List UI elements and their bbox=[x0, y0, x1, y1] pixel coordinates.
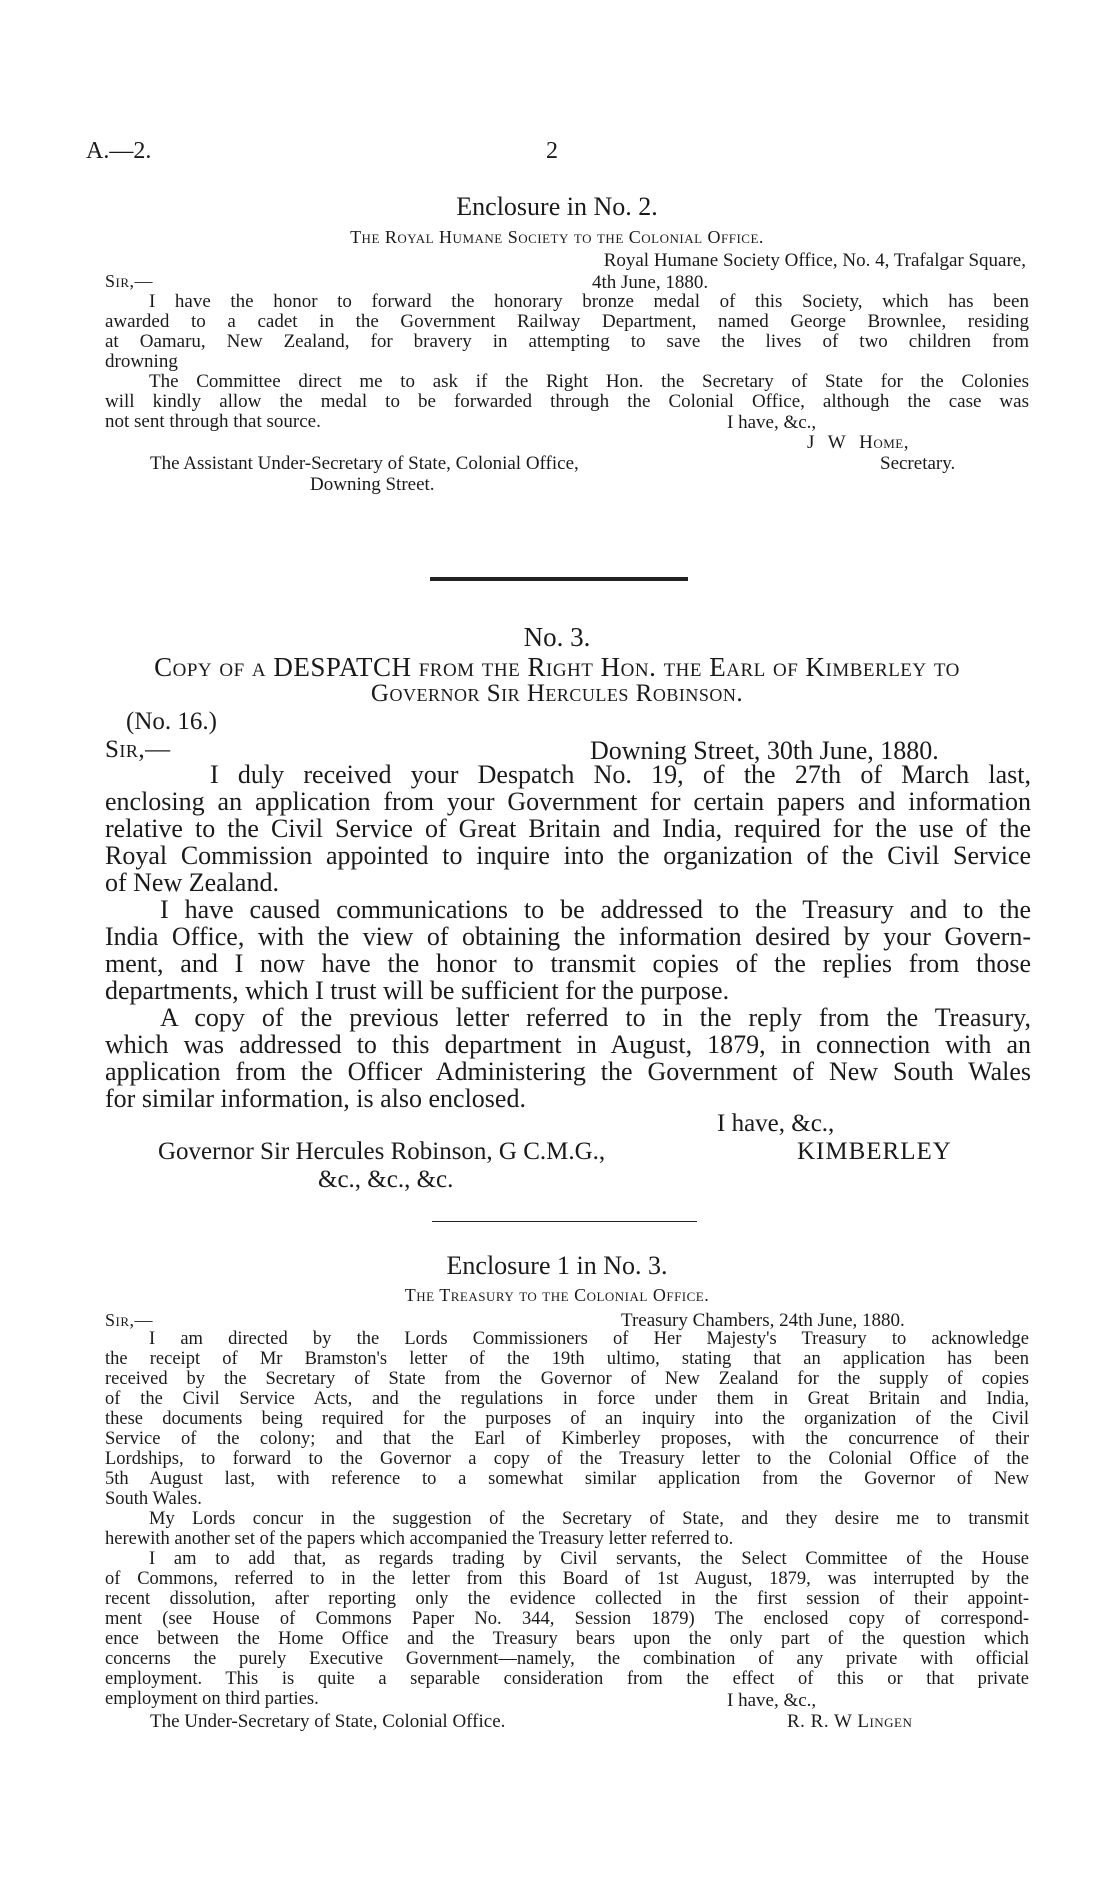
text-line: concerns the purely Executive Government—namely, the combination of any private with official bbox=[105, 1649, 1029, 1669]
place-date: Treasury Chambers, 24th June, 1880. bbox=[621, 1310, 905, 1331]
signature: KIMBERLEY bbox=[797, 1138, 952, 1165]
addressee-line: &c., &c., &c. bbox=[318, 1166, 454, 1193]
addressee-line: The Under-Secretary of State, Colonial Office. bbox=[150, 1711, 506, 1732]
text-line: I have the honor to forward the honorary bronze medal of this Society, which has been bbox=[149, 291, 1029, 312]
text-line: application from the Officer Administering the Government of New South Wales bbox=[105, 1057, 1031, 1086]
text-line: relative to the Civil Service of Great Britain and India, required for the use of the bbox=[105, 814, 1031, 843]
enclosure-heading: Enclosure 1 in No. 3. bbox=[446, 1251, 668, 1280]
enclosure-heading: Enclosure in No. 2. bbox=[456, 192, 658, 221]
enclosure-subheading: The Treasury to the Colonial Office. bbox=[404, 1285, 710, 1305]
signature: J W Home, bbox=[807, 432, 909, 453]
signature-title: Secretary. bbox=[880, 453, 956, 474]
section-divider bbox=[430, 577, 688, 581]
letter-date: 4th June, 1880. bbox=[592, 272, 709, 293]
text-line: departments, which I trust will be sufficient for the purpose. bbox=[105, 976, 730, 1005]
text-line: for similar information, is also enclosed. bbox=[105, 1084, 526, 1113]
salutation: Sir,— bbox=[105, 736, 171, 763]
text-line: A copy of the previous letter referred to in the reply from the Treasury, bbox=[160, 1003, 1031, 1032]
document-reference: A.—2. bbox=[86, 138, 152, 164]
text-line: the receipt of Mr Bramston's letter of the 19th ultimo, stating that an application has been bbox=[105, 1349, 1029, 1369]
closing: I have, &c., bbox=[717, 1110, 835, 1137]
salutation: Sir,— bbox=[105, 1310, 154, 1330]
section-divider bbox=[432, 1221, 697, 1222]
despatch-title: Copy of a DESPATCH from the Right Hon. the Earl of Kimberley to bbox=[154, 652, 960, 682]
text-line: 5th August last, with reference to a somewhat similar application from the Governor of New bbox=[105, 1469, 1029, 1489]
text-line: awarded to a cadet in the Government Railway Department, named George Brownlee, residing bbox=[105, 311, 1029, 332]
text-line: I have caused communications to be addressed to the Treasury and to the bbox=[160, 895, 1031, 924]
text-line: South Wales. bbox=[105, 1489, 202, 1509]
text-line: at Oamaru, New Zealand, for bravery in attempting to save the lives of two children from bbox=[105, 331, 1029, 352]
text-line: ence between the Home Office and the Treasury bears upon the only part of the question which bbox=[105, 1629, 1029, 1649]
text-line: Service of the colony; and that the Earl of Kimberley proposes, with the concurrence of their bbox=[105, 1429, 1029, 1449]
addressee-line: The Assistant Under-Secretary of State, Colonial Office, bbox=[150, 453, 579, 474]
letter-address: Royal Humane Society Office, No. 4, Trafalgar Square, bbox=[603, 250, 1026, 271]
text-line: of Commons, referred to in the letter from this Board of 1st August, 1879, was interrupted by the bbox=[105, 1569, 1029, 1589]
text-line: enclosing an application from your Government for certain papers and information bbox=[105, 787, 1031, 816]
text-line: drowning bbox=[105, 351, 178, 372]
despatch-number: No. 3. bbox=[523, 622, 591, 652]
closing: I have, &c., bbox=[727, 412, 817, 433]
text-line: employment. This is quite a separable consideration from the effect of this or that private bbox=[105, 1669, 1029, 1689]
text-line: ment (see House of Commons Paper No. 344, Session 1879) The enclosed copy of correspond- bbox=[105, 1609, 1029, 1629]
text-line: these documents being required for the purposes of an inquiry into the organization of the Civil bbox=[105, 1409, 1029, 1429]
text-line: of New Zealand. bbox=[105, 868, 279, 897]
enclosure-subheading: The Royal Humane Society to the Colonial Office. bbox=[350, 227, 764, 247]
addressee-line: Governor Sir Hercules Robinson, G C.M.G., bbox=[158, 1138, 606, 1165]
text-line: received by the Secretary of State from the Governor of New Zealand for the supply of copies bbox=[105, 1369, 1029, 1389]
text-line: herewith another set of the papers which accompanied the Treasury letter referred to. bbox=[105, 1529, 734, 1549]
text-line: of the Civil Service Acts, and the regulations in force under them in Great Britain and India, bbox=[105, 1389, 1029, 1409]
signature: R. R. W Lingen bbox=[787, 1711, 913, 1732]
text-line: The Committee direct me to ask if the Right Hon. the Secretary of State for the Colonies bbox=[149, 371, 1029, 392]
page-number: 2 bbox=[546, 138, 558, 164]
text-line: employment on third parties. bbox=[105, 1689, 319, 1709]
despatch-reference: (No. 16.) bbox=[126, 708, 217, 735]
text-line: ment, and I now have the honor to transmit copies of the replies from those bbox=[105, 949, 1031, 978]
addressee-line: Downing Street. bbox=[310, 474, 435, 495]
salutation: Sir,— bbox=[105, 271, 154, 291]
text-line: Royal Commission appointed to inquire into the organization of the Civil Service bbox=[105, 841, 1031, 870]
text-line: which was addressed to this department in August, 1879, in connection with an bbox=[105, 1030, 1031, 1059]
text-line: I am directed by the Lords Commissioners of Her Majesty's Treasury to acknowledge bbox=[149, 1329, 1029, 1349]
despatch-title: Governor Sir Hercules Robinson. bbox=[370, 680, 744, 707]
text-line: I am to add that, as regards trading by Civil servants, the Select Committee of the House bbox=[149, 1549, 1029, 1569]
text-line: will kindly allow the medal to be forwarded through the Colonial Office, although the case was bbox=[105, 391, 1029, 412]
text-line: recent dissolution, after reporting only the evidence collected in the first session of their appoint- bbox=[105, 1589, 1029, 1609]
closing: I have, &c., bbox=[727, 1690, 817, 1711]
text-line: I duly received your Despatch No. 19, of the 27th of March last, bbox=[210, 760, 1031, 789]
text-line: Lordships, to forward to the Governor a copy of the Treasury letter to the Colonial Office of the bbox=[105, 1449, 1029, 1469]
text-line: not sent through that source. bbox=[105, 411, 321, 432]
place-date: Downing Street, 30th June, 1880. bbox=[590, 736, 939, 765]
text-line: India Office, with the view of obtaining the information desired by your Govern- bbox=[105, 922, 1031, 951]
text-line: My Lords concur in the suggestion of the Secretary of State, and they desire me to transmit bbox=[149, 1509, 1029, 1529]
